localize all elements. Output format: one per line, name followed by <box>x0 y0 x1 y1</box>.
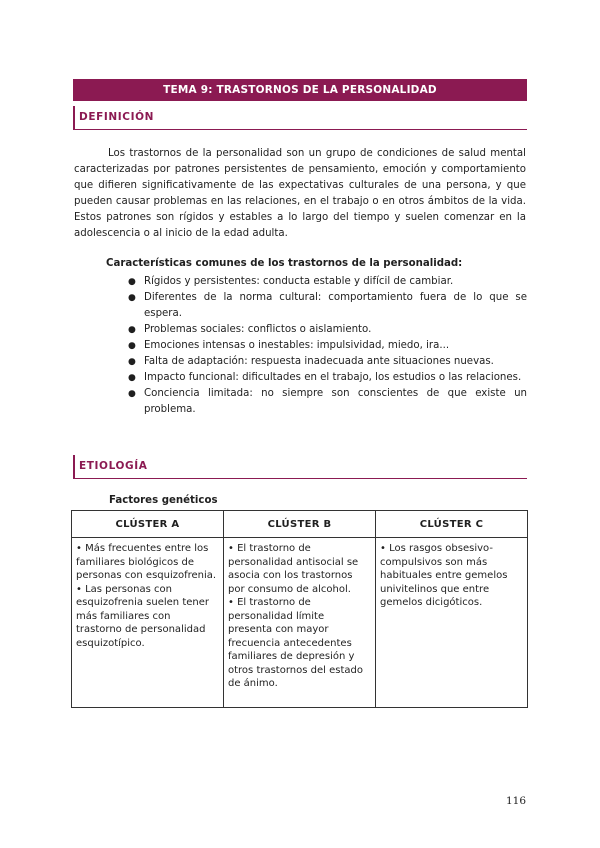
list-item: ● Rígidos y persistentes: conducta estable y difícil de cambiar. <box>110 274 527 290</box>
list-item: ● Impacto funcional: dificultades en el trabajo, los estudios o las relaciones. <box>110 370 527 386</box>
cell-text: • Más frecuentes entre los familiares biológicos de personas con esquizofrenia. <box>76 543 217 581</box>
cluster-c-cell <box>376 538 528 708</box>
table-row <box>72 538 528 708</box>
table-header-row <box>72 511 528 538</box>
bullet-icon: ● <box>128 341 136 351</box>
section-heading-etiologia: ETIOLOGÍA <box>73 455 527 479</box>
column-header-cluster-a: CLÚSTER A <box>72 511 224 538</box>
list-item: ● Falta de adaptación: respuesta inadecuada ante situaciones nuevas. <box>110 354 527 370</box>
bullet-icon: ● <box>128 293 136 303</box>
cluster-a-cell <box>72 538 224 708</box>
section-heading-definicion: DEFINICIÓN <box>73 106 527 130</box>
column-header-cluster-c: CLÚSTER C <box>376 511 528 538</box>
page-number: 116 <box>506 795 527 807</box>
cell-text: • El trastorno de personalidad antisocial se asocia con los trastornos por consumo de alcohol. <box>228 543 359 595</box>
characteristics-title: Características comunes de los trastornos de la personalidad: <box>106 258 463 269</box>
definition-paragraph: Los trastornos de la personalidad son un grupo de condiciones de salud mental caracterizadas por patrones persistentes de pensamiento, emoción y comportamiento que difieren significativamente de las expectativas culturales de una persona, y que pueden causar problemas en las relaciones, en el trabajo o en otros ámbitos de la vida. Estos patrones son rígidos y estables a lo largo del tiempo y suelen comenzar en la adolescencia o al inicio de la edad adulta. <box>74 148 526 239</box>
bullet-icon: ● <box>128 277 136 287</box>
list-item: ● Emociones intensas o inestables: impulsividad, miedo, ira... <box>110 338 527 354</box>
bullet-icon: ● <box>128 389 136 399</box>
cell-text: • El trastorno de personalidad límite presenta con mayor frecuencia antecedentes familiares de depresión y otros trastornos del estado de ánimo. <box>228 597 363 689</box>
bullet-icon: ● <box>128 325 136 335</box>
list-item: ● Diferentes de la norma cultural: comportamiento fuera de lo que se espera. <box>128 292 527 319</box>
page-title: TEMA 9: TRASTORNOS DE LA PERSONALIDAD <box>73 79 527 101</box>
clusters-table <box>71 510 528 708</box>
list-item: ● Problemas sociales: conflictos o aislamiento. <box>110 322 527 338</box>
column-header-cluster-b: CLÚSTER B <box>224 511 376 538</box>
genetic-factors-title: Factores genéticos <box>109 495 218 506</box>
cell-text: • Las personas con esquizofrenia suelen tener más familiares con trastorno de personalidad esquizotípico. <box>76 583 210 649</box>
bullet-icon: ● <box>128 373 136 383</box>
characteristics-list <box>110 274 527 418</box>
cell-text: • Los rasgos obsesivo-compulsivos son más habituales entre gemelos univitelinos que entre gemelos dicigóticos. <box>380 543 508 608</box>
list-item: ● Conciencia limitada: no siempre son conscientes de que existe un problema. <box>128 388 527 415</box>
bullet-icon: ● <box>128 357 136 367</box>
cluster-b-cell <box>224 538 376 708</box>
